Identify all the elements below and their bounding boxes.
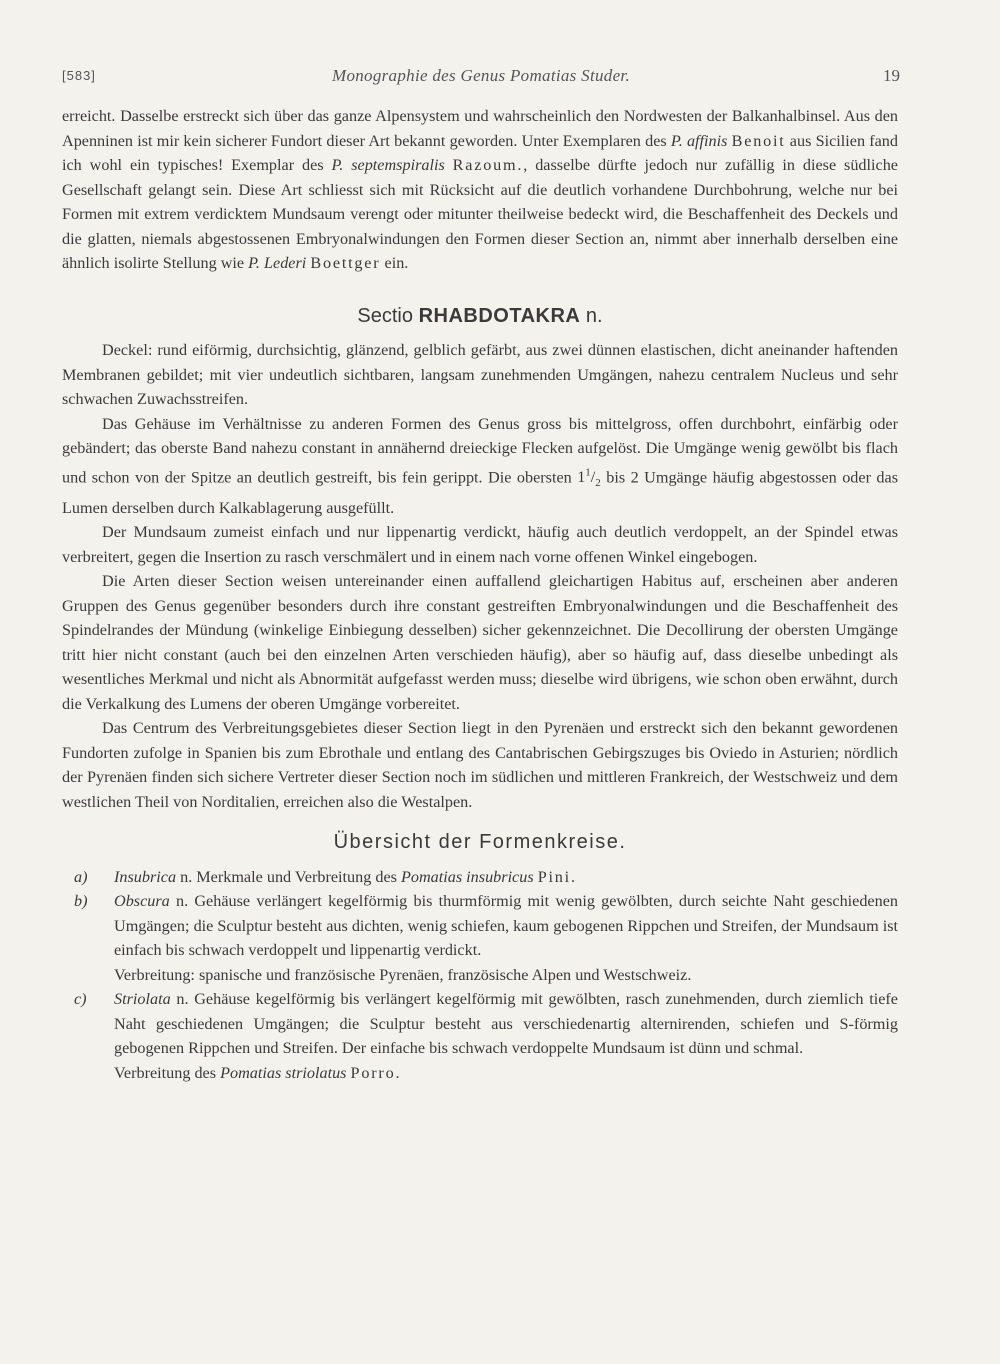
intro-paragraph xyxy=(62,104,898,276)
page-number: 19 xyxy=(883,66,900,85)
gehaeuse-text-2: bis 2 Umgänge häufig abgestossen oder das Lumen derselben durch Kalkablagerung ausgefüllt. xyxy=(62,467,898,517)
section-suffix: n. xyxy=(585,304,603,327)
form-insubrica xyxy=(74,865,898,890)
form-distribution: Verbreitung des xyxy=(114,1063,221,1082)
overview-heading: Übersicht der Formenkreise. xyxy=(333,831,627,854)
paragraph-centrum: Das Centrum des Verbreitungsgebietes dieser Section liegt in den Pyrenäen und erstreckt sich den bekannt gewordenen Fundorten zufolge in Spanien bis zum Ebrothale und entlang des Cantabrischen Gebirgszuges bis Oviedo in Asturien; nördlich der Pyrenäen finden sich sichere Vertreter dieser Section noch im südlichen und mittleren Frankreich, der Westschweiz und dem westlichen Theil von Norditalien, erreichen also die Westalpen. xyxy=(62,719,898,811)
intro-text-1: erreicht. Dasselbe erstreckt sich über das ganze Alpensystem und wahrscheinlich den Nordwesten der Balkanhalbinsel. Aus den Apenninen ist mir kein sicherer Fundort dieser Art bekannt geworden. Unter Exemplaren des xyxy=(62,107,898,150)
page-reference: [583] xyxy=(62,68,96,83)
section-prefix: Sectio xyxy=(357,304,413,327)
intro-text-2: aus Sicilien fand ich wohl ein typisches! Exemplar des xyxy=(62,131,898,174)
section-name: RHABDOTAKRA xyxy=(418,304,581,327)
paragraph-arten: Die Arten dieser Section weisen untereinander einen auffallend gleichartigen Habitus auf, erscheinen aber anderen Gruppen des Genus gegenüber besonders durch ihre constant gestreiften Embryonalwindungen und die Beschaffenheit des Spindelrandes der Mündung (winkelige Einbiegung desselben) sicher gekennzeichnet. Die Decollirung der obersten Umgänge tritt hier nicht constant (auch bei den einzelnen Arten verschieden häufig), aber so häufig auf, dass dieselbe unbedingt als wesentliches Merkmal und nicht als Abnormität aufgefasst werden muss; dieselbe wird übrigens, wie schon oben erwähnt, durch die Verkalkung des Lumens der oberen Umgänge vorbereitet. xyxy=(62,572,898,713)
author-porro: Porro xyxy=(350,1063,396,1082)
paragraph-deckel: Deckel: rund eiförmig, durchsichtig, glänzend, gelblich gefärbt, aus zwei dünnen elastischen, dicht aneinander haftenden Membranen gebildet; mit vier undeutlich sichtbaren, langsam zunehmenden Umgängen, nahezu centralem Nucleus und sehr schwachen Zuwachsstreifen. xyxy=(62,341,898,408)
fraction-one-and-half: $1^1/_2$ xyxy=(577,466,601,490)
gehaeuse-text-1: Das Gehäuse im Verhältnisse zu anderen Formen des Genus gross bis mittelgross, offen durchbohrt, einfärbig oder gebändert; das oberste Band nahezu constant in annähernd dreieckige Flecken aufgelöst. Die Umgänge wenig gewölbt bis flach und schon von der Spitze an deutlich gestreift, bis fein gerippt. Die obersten xyxy=(62,414,898,486)
punctuation: . xyxy=(570,867,576,886)
punctuation: . xyxy=(395,1063,400,1082)
author-boettger: Boettger xyxy=(310,254,381,272)
species-affinis: P. affinis xyxy=(670,131,728,150)
paragraph-gehaeuse xyxy=(62,412,898,521)
running-title: Monographie des Genus Pomatias Studer. xyxy=(331,66,631,85)
species-insubricus: Pomatias insubricus xyxy=(400,867,534,886)
fraction-numerator: 1 xyxy=(585,466,591,479)
form-text: n. Gehäuse kegelförmig bis verlängert kegelförmig mit gewölbten, rasch zunehmenden, durch ziemlich tiefe Naht geschiedenen Umgängen; die Sculptur besteht aus verschiedenartig alternirenden, schiefen und S-förmig gebogenen Rippchen und Streifen. Der einfache bis schwach verdoppelte Mundsaum ist dünn und schmal. xyxy=(114,990,898,1058)
form-obscura xyxy=(74,889,898,987)
form-distribution: Verbreitung: spanische und französische Pyrenäen, französische Alpen und Westschweiz. xyxy=(114,965,692,984)
intro-text-3: , dasselbe dürfte jedoch nur zufällig in diese südliche Gesellschaft gelangt sein. Diese Art schliesst sich mit Rücksicht auf die deutlich vorhandene Durchbohrung, welche nur bei Formen mit extrem verdicktem Mundsaum verengt oder mitunter theilweise bedeckt wird, die Beschaffenheit des Deckels und die glatten, niemals abgestossenen Embryonalwindungen den Formen dieser Section an, nimmt aber innerhalb derselben eine ähnlich isolirte Stellung wie xyxy=(62,156,898,272)
form-name: Insubrica xyxy=(114,867,177,886)
list-marker: c) xyxy=(74,990,87,1009)
form-text: n. Gehäuse verlängert kegelförmig bis thurmförmig mit wenig gewölbten, durch seichte Naht geschiedenen Umgängen; die Sculptur besteht aus dichten, wenig schiefen, kaum gebogenen Rippchen und Streifen, der Mundsaum ist einfach bis schwach verdoppelt und lippenartig verdickt. xyxy=(114,892,899,960)
species-lederi: P. Lederi xyxy=(248,254,307,272)
list-marker: a) xyxy=(74,867,88,886)
author-razoum: Razoum. xyxy=(452,156,524,174)
species-septemspiralis: P. septemspiralis xyxy=(331,156,445,174)
form-text: n. Merkmale und Verbreitung des xyxy=(176,867,401,886)
page-body xyxy=(62,104,898,1085)
form-striolata xyxy=(74,987,898,1085)
paragraph-mundsaum: Der Mundsaum zumeist einfach und nur lippenartig verdickt, häufig auch deutlich verdoppelt, an der Spindel etwas verbreitert, gegen die Insertion zu rasch verschmälert und in einem nach vorne offenen Winkel eingebogen. xyxy=(62,523,898,566)
section-heading xyxy=(62,304,898,329)
author-benoit: Benoit xyxy=(731,131,786,150)
species-striolatus: Pomatias striolatus xyxy=(220,1063,347,1082)
intro-text-4: ein. xyxy=(380,254,409,272)
author-pini: Pini xyxy=(537,867,571,886)
forms-list xyxy=(62,865,898,1086)
form-name: Striolata xyxy=(114,990,171,1009)
form-name: Obscura xyxy=(114,892,170,911)
list-marker: b) xyxy=(74,892,88,911)
fraction-whole: 1 xyxy=(577,467,586,486)
fraction-denominator: 2 xyxy=(595,477,601,490)
running-head xyxy=(62,66,900,90)
